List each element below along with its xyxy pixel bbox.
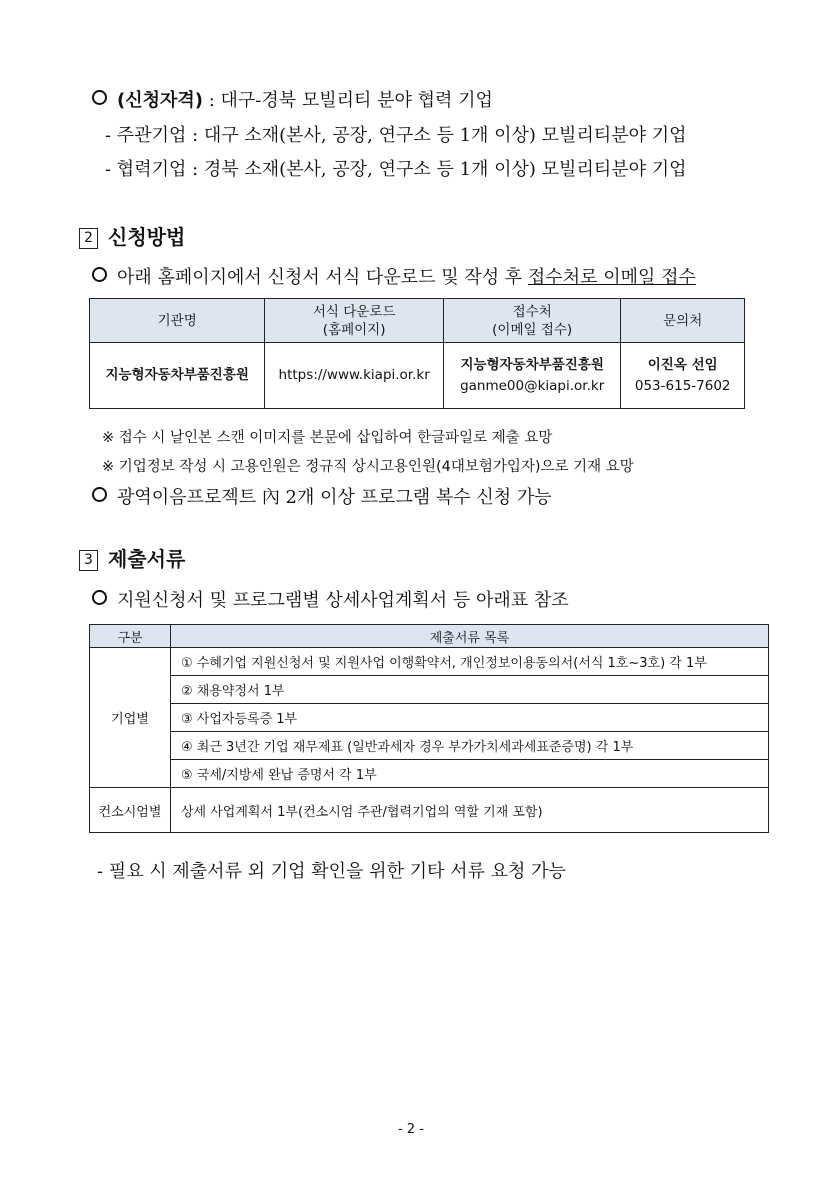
eligibility-line (92, 86, 493, 112)
bullet-circle-icon (92, 90, 107, 105)
table-row (90, 704, 769, 732)
table-header-row (90, 625, 769, 648)
section2-heading (79, 221, 185, 250)
documents-line: 지원신청서 및 프로그램별 상세사업계획서 등 아래표 참조 (92, 586, 569, 612)
table-row (90, 648, 769, 676)
application-method-line (92, 263, 696, 289)
bullet-circle-icon (92, 487, 107, 502)
page-number: - 2 - (398, 1122, 424, 1137)
org-cell: 지능형자동차부품진흥원 (90, 343, 265, 409)
section2-title: 신청방법 (108, 225, 186, 249)
table-row (90, 676, 769, 704)
table-header-row (90, 299, 745, 343)
additional-docs-note: - 필요 시 제출서류 외 기업 확인을 위한 기타 서류 요청 가능 (97, 861, 566, 882)
doc-item: ① 수혜기업 지원신청서 및 지원사업 이행확약서, 개인정보이용동의서(서식 1호~3호) 각 1부 (171, 648, 769, 676)
consortium-category: 컨소시엄별 (90, 788, 171, 833)
eligibility-text: : 대구-경북 모빌리티 분야 협력 기업 (203, 90, 493, 111)
header-category: 구분 (90, 625, 171, 648)
bullet-circle-icon (92, 590, 107, 605)
table-row (90, 760, 769, 788)
header-contact: 문의처 (621, 299, 745, 343)
doc-item: 상세 사업계획서 1부(컨소시엄 주관/협력기업의 역할 기재 포함) (171, 788, 769, 833)
table-row (90, 343, 745, 409)
lead-company-item: - 주관기업 : 대구 소재(본사, 공장, 연구소 등 1개 이상) 모빌리티분야 기업 (105, 125, 687, 146)
table-row (90, 732, 769, 760)
application-table (89, 298, 745, 409)
method-underlined: 접수처로 이메일 접수 (527, 267, 696, 288)
header-org: 기관명 (90, 299, 265, 343)
table-row (90, 788, 769, 833)
email-link[interactable]: ganme00@kiapi.or.kr (460, 377, 605, 394)
header-receiver: 접수처 (이메일 접수) (443, 299, 620, 343)
eligibility-label: (신청자격) (117, 90, 204, 111)
note-scan: ※ 접수 시 날인본 스캔 이미지를 본문에 삽입하여 한글파일로 제출 요망 (102, 430, 553, 446)
section2-number: 2 (79, 228, 98, 249)
section3-number: 3 (79, 550, 98, 571)
section3-heading (79, 543, 185, 572)
bullet-circle-icon (92, 267, 107, 282)
doc-item: ② 채용약정서 1부 (171, 676, 769, 704)
doc-item: ⑤ 국세/지방세 완납 증명서 각 1부 (171, 760, 769, 788)
doc-item: ④ 최근 3년간 기업 재무제표 (일반과세자 경우 부가가치세과세표준증명) 각 1부 (171, 732, 769, 760)
homepage-link[interactable]: https://www.kiapi.or.kr (265, 343, 444, 409)
method-text: 아래 홈페이지에서 신청서 서식 다운로드 및 작성 후 (117, 267, 528, 288)
header-download: 서식 다운로드 (홈페이지) (265, 299, 444, 343)
multi-application-line: 광역이음프로젝트 內 2개 이상 프로그램 복수 신청 가능 (92, 483, 552, 509)
header-doc-list: 제출서류 목록 (171, 625, 769, 648)
doc-item: ③ 사업자등록증 1부 (171, 704, 769, 732)
company-category: 기업별 (90, 648, 171, 788)
note-employment: ※ 기업정보 작성 시 고용인원은 정규직 상시고용인원(4대보험가입자)으로 기재 요망 (102, 459, 634, 475)
section3-title: 제출서류 (108, 547, 186, 571)
contact-cell: 이진옥 선임 053-615-7602 (621, 343, 745, 409)
partner-company-item: - 협력기업 : 경북 소재(본사, 공장, 연구소 등 1개 이상) 모빌리티분야 기업 (105, 159, 687, 180)
documents-table (89, 624, 769, 833)
receiver-cell: 지능형자동차부품진흥원 ganme00@kiapi.or.kr (443, 343, 620, 409)
